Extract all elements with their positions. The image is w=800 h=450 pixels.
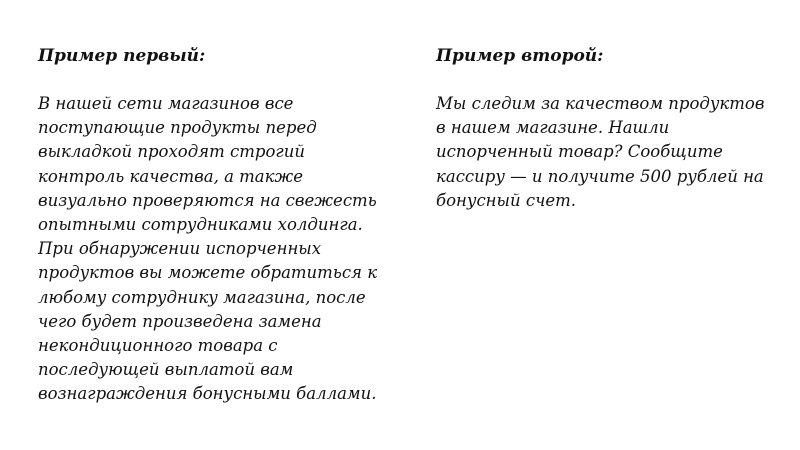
text-line: вознаграждения бонусными баллами. [38, 384, 377, 404]
text-line: любому сотруднику магазина, после [38, 287, 366, 307]
text-line: чего будет произведена замена [38, 311, 322, 331]
text-line: выкладкой проходят строгий [38, 142, 305, 162]
example-one-heading: Пример первый: [38, 46, 206, 66]
text-line: некондиционного товара с [38, 336, 278, 356]
text-line: визуально проверяются на свежесть [38, 190, 377, 210]
example-two-heading: Пример второй: [436, 46, 604, 66]
text-line: контроль качества, а также [38, 166, 304, 186]
text-line: опытными сотрудниками холдинга. [38, 215, 363, 235]
text-line: бонусный счет. [436, 190, 577, 210]
example-one-text [38, 92, 388, 407]
text-line: кассиру — и получите 500 рублей на [436, 166, 764, 186]
text-line: При обнаружении испорченных [38, 239, 322, 259]
text-line: поступающие продукты перед [38, 118, 317, 138]
text-line: Мы следим за качеством продуктов [436, 94, 765, 113]
text-line: последующей выплатой вам [38, 360, 294, 380]
text-line: испорченный товар? Сообщите [436, 142, 723, 162]
text-line: В нашей сети магазинов все [38, 94, 294, 113]
example-two-text [436, 92, 786, 213]
text-line: в нашем магазине. Нашли [436, 118, 670, 138]
example-one [38, 44, 388, 407]
example-two [436, 44, 786, 213]
text-line: продуктов вы можете обратиться к [38, 263, 378, 283]
